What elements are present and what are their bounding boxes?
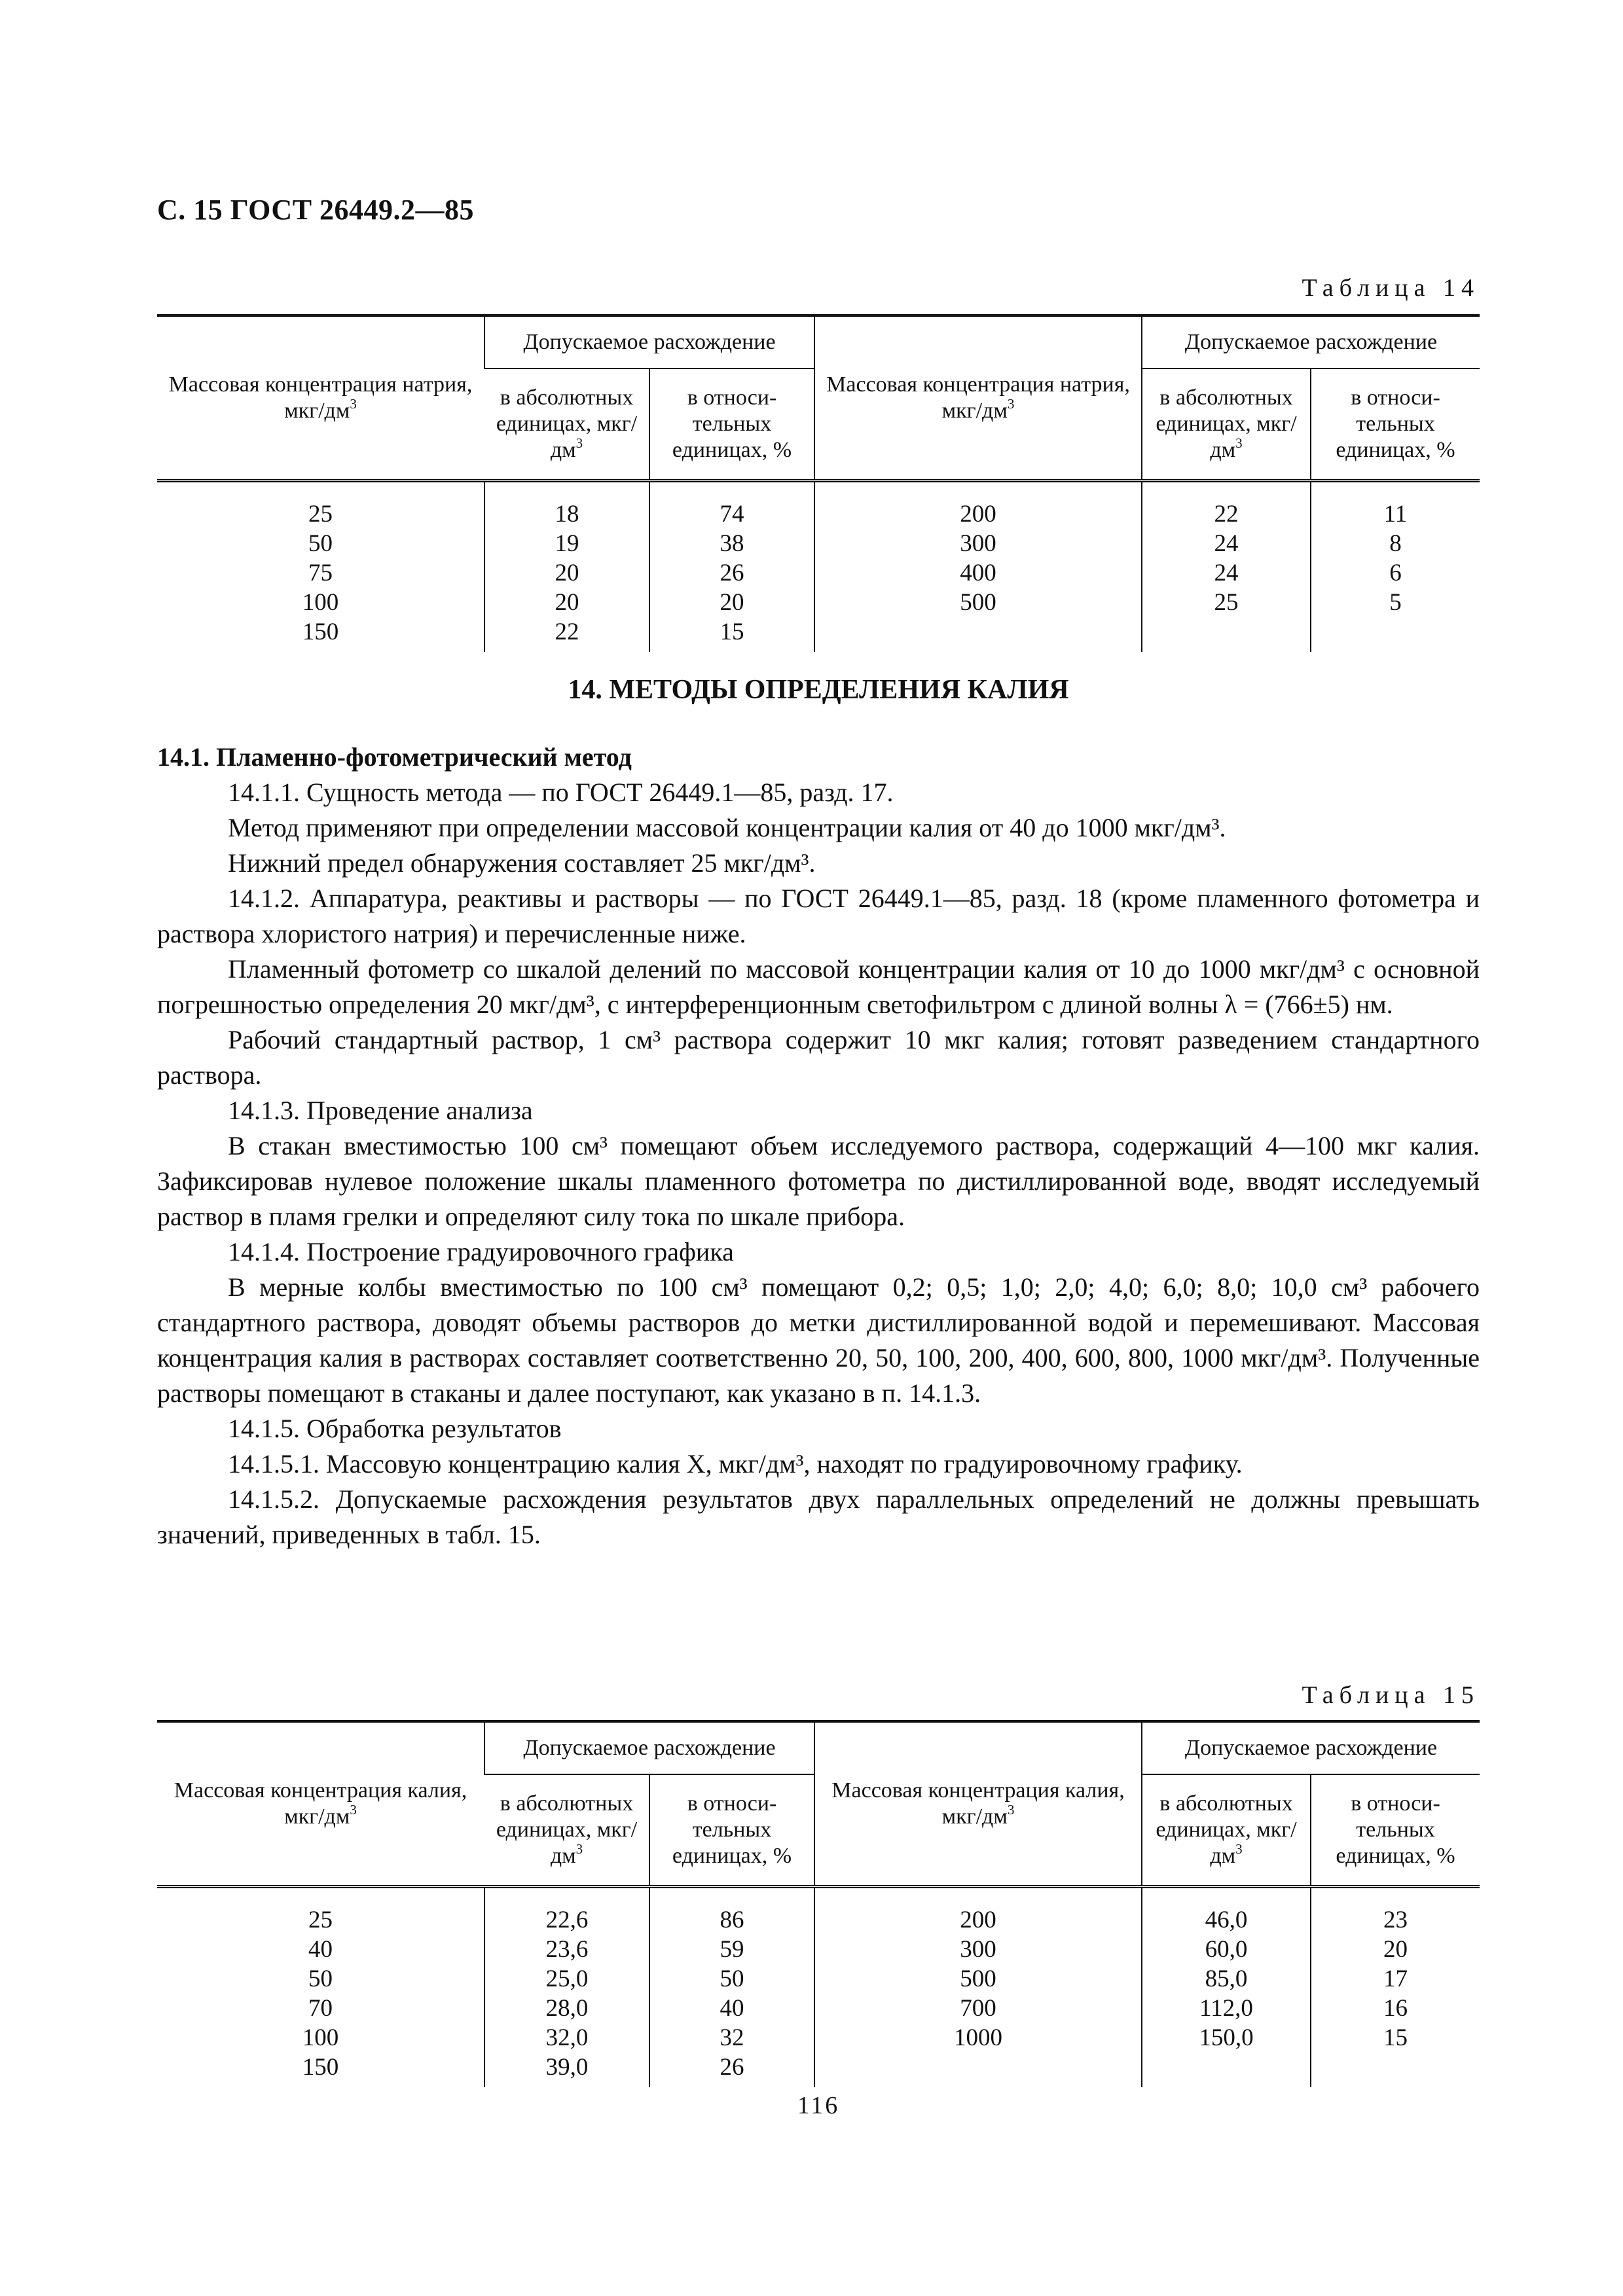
table15-row [157,1935,1480,1964]
table15-cell: 46,0 [1142,1887,1311,1935]
table14-cell: 5 [1311,588,1480,617]
table15-cell: 150 [302,2053,339,2081]
table15-cell: 32,0 [484,2023,649,2053]
table14-cell: 26 [649,558,814,588]
table14-cell: 8 [1311,529,1480,558]
table15-cell: 1000 [814,2023,1142,2053]
table15-cell: 26 [649,2053,814,2087]
table15-row [157,2023,1480,2053]
paragraph: Пламенный фотометр со шкалой делений по массовой концентрации калия от 10 до 1000 мкг/дм³ с основной погрешностью определения 20 мкг/дм³, с интерференционным светофильтром с длиной волны λ = (766±5) нм. [157,954,1480,1019]
table14-cell: 25 [308,500,333,528]
table-14-header-rel-2: в относи- тельных единицах, % [1311,368,1480,481]
table14-cell: 150 [302,618,339,645]
table14-cell [814,617,1142,652]
table14-cell: 24 [1142,558,1311,588]
table14-cell: 20 [649,588,814,617]
table-14-header-abs: в абсолютных единицах, мкг/$дм^3$ [484,368,649,481]
table15-row [157,2053,1480,2087]
table14-cell: 75 [308,559,333,586]
paragraph: 14.1.5. Обработка результатов [228,1414,562,1443]
table15-cell: 28,0 [484,1994,649,2023]
table15-cell: 40 [649,1994,814,2023]
table-15-caption: Таблица 15 [1302,1681,1480,1709]
table-14-header-group-2: Допускаемое расхождение [1142,315,1480,368]
table-15-header-abs-2: в абсолютных единицах, мкг/$дм^3$ [1142,1774,1311,1887]
table14-cell: 400 [814,558,1142,588]
table15-cell: 59 [649,1935,814,1964]
table15-cell: 39,0 [484,2053,649,2087]
table15-cell: 150,0 [1142,2023,1311,2053]
paragraph: 14.1.1. Сущность метода — по ГОСТ 26449.1—85, разд. 17. [228,778,894,807]
table15-cell: 16 [1311,1994,1480,2023]
table15-cell: 22,6 [484,1887,649,1935]
table15-cell: 50 [308,1965,333,1992]
table-14-body [157,481,1480,653]
table15-cell: 60,0 [1142,1935,1311,1964]
table15-cell: 70 [308,1994,333,2022]
table14-cell: 11 [1311,481,1480,529]
table-14-header-conc: Массовая концентрация натрия, мкг/$дм^3$ [157,315,484,481]
table14-cell: 38 [649,529,814,558]
table14-cell: 20 [484,588,649,617]
table15-cell: 23 [1311,1887,1480,1935]
table-15-header-rel: в относи- тельных единицах, % [649,1774,814,1887]
table14-row [157,481,1480,529]
table15-cell [1142,2053,1311,2087]
table15-cell: 32 [649,2023,814,2053]
table15-row [157,1964,1480,1994]
table14-cell: 50 [308,529,333,557]
paragraph: 14.1.3. Проведение анализа [228,1096,533,1125]
paragraph: 14.1.4. Построение градуировочного графика [228,1237,734,1266]
table14-cell [1311,617,1480,652]
paragraph: В стакан вместимостью 100 см³ помещают объем исследуемого раствора, содержащий 4—100 мкг калия. Зафиксировав нулевое положение шкалы пламенного фотометра по дистиллированной воде, вводят исследуемый раствор в пламя грелки и определяют силу тока по шкале прибора. [157,1131,1480,1231]
table14-row [157,558,1480,588]
table15-cell: 100 [302,2024,339,2051]
paragraph: Рабочий стандартный раствор, 1 см³ раствора содержит 10 мкг калия; готовят разведением стандартного раствора. [157,1025,1480,1090]
table-14-header-rel: в относи- тельных единицах, % [649,368,814,481]
table-15-header-abs: в абсолютных единицах, мкг/$дм^3$ [484,1774,649,1887]
table-15-header-conc-2: Массовая концентрация калия, мкг/$дм^3$ [814,1721,1142,1887]
table-14-header-abs-2: в абсолютных единицах, мкг/$дм^3$ [1142,368,1311,481]
table15-cell: 86 [649,1887,814,1935]
table14-cell: 20 [484,558,649,588]
table14-cell: 15 [649,617,814,652]
body-text [157,740,1480,1552]
page-header: С. 15 ГОСТ 26449.2—85 [157,194,475,226]
table14-cell [1142,617,1311,652]
table15-cell: 85,0 [1142,1964,1311,1994]
table15-cell: 15 [1311,2023,1480,2053]
table14-cell: 74 [649,481,814,529]
table15-cell: 500 [814,1964,1142,1994]
table14-cell: 500 [814,588,1142,617]
table-15-header-conc: Массовая концентрация калия, мкг/$дм^3$ [157,1721,484,1887]
table15-cell: 25,0 [484,1964,649,1994]
table15-row [157,1887,1480,1935]
table-15-body [157,1887,1480,2088]
table14-cell: 100 [302,588,339,616]
table15-cell: 40 [308,1935,333,1963]
table14-row [157,529,1480,558]
table15-cell [1311,2053,1480,2087]
paragraph: Метод применяют при определении массовой концентрации калия от 40 до 1000 мкг/дм³. [228,813,1226,842]
paragraph: 14.1.2. Аппаратура, реактивы и растворы — по ГОСТ 26449.1—85, разд. 18 (кроме пламенного фотометра и раствора хлористого натрия) и перечисленные ниже. [157,884,1480,948]
table14-cell: 18 [484,481,649,529]
table-15 [157,1720,1480,2087]
table15-cell: 20 [1311,1935,1480,1964]
table15-cell [814,2053,1142,2087]
table15-row [157,1994,1480,2023]
table14-cell: 300 [814,529,1142,558]
table14-cell: 25 [1142,588,1311,617]
table15-cell: 200 [814,1887,1142,1935]
page-number: 116 [797,2092,840,2119]
table14-row [157,588,1480,617]
table-15-header-rel-2: в относи- тельных единицах, % [1311,1774,1480,1887]
table15-cell: 23,6 [484,1935,649,1964]
table15-cell: 112,0 [1142,1994,1311,2023]
table14-cell: 200 [814,481,1142,529]
table-14-header-conc-2: Массовая концентрация натрия, мкг/$дм^3$ [814,315,1142,481]
paragraph: 14.1.5.2. Допускаемые расхождения результатов двух параллельных определений не должны превышать значений, приведенных в табл. 15. [157,1484,1480,1549]
table-14-caption: Таблица 14 [1302,274,1480,302]
table14-cell: 19 [484,529,649,558]
paragraph: 14.1.5.1. Массовую концентрацию калия X, мкг/дм³, находят по градуировочному графику. [228,1449,1243,1479]
table15-cell: 50 [649,1964,814,1994]
table15-cell: 300 [814,1935,1142,1964]
table-14-header-group: Допускаемое расхождение [484,315,814,368]
table14-cell: 6 [1311,558,1480,588]
paragraph: 14.1. Пламенно-фотометрический метод [157,742,632,772]
paragraph: Нижний предел обнаружения составляет 25 мкг/дм³. [228,848,816,878]
table-15-header-group: Допускаемое расхождение [484,1721,814,1774]
table-14 [157,314,1480,652]
paragraph: В мерные колбы вместимостью по 100 см³ помещают 0,2; 0,5; 1,0; 2,0; 4,0; 6,0; 8,0; 10,0 см³ рабочего стандартного раствора, доводят объемы растворов до метки дистиллированной водой и перемешивают. Массовая концентрация калия в растворах составляет соответственно 20, 50, 100, 200, 400, 600, 800, 1000 мкг/дм³. Полученные растворы помещают в стаканы и далее поступают, как указано в п. 14.1.3. [157,1272,1480,1408]
table14-cell: 22 [484,617,649,652]
table-15-header-group-2: Допускаемое расхождение [1142,1721,1480,1774]
table15-cell: 17 [1311,1964,1480,1994]
section-title: 14. МЕТОДЫ ОПРЕДЕЛЕНИЯ КАЛИЯ [568,675,1069,705]
table14-cell: 24 [1142,529,1311,558]
table14-row [157,617,1480,652]
table15-cell: 25 [308,1906,333,1933]
table14-cell: 22 [1142,481,1311,529]
table15-cell: 700 [814,1994,1142,2023]
